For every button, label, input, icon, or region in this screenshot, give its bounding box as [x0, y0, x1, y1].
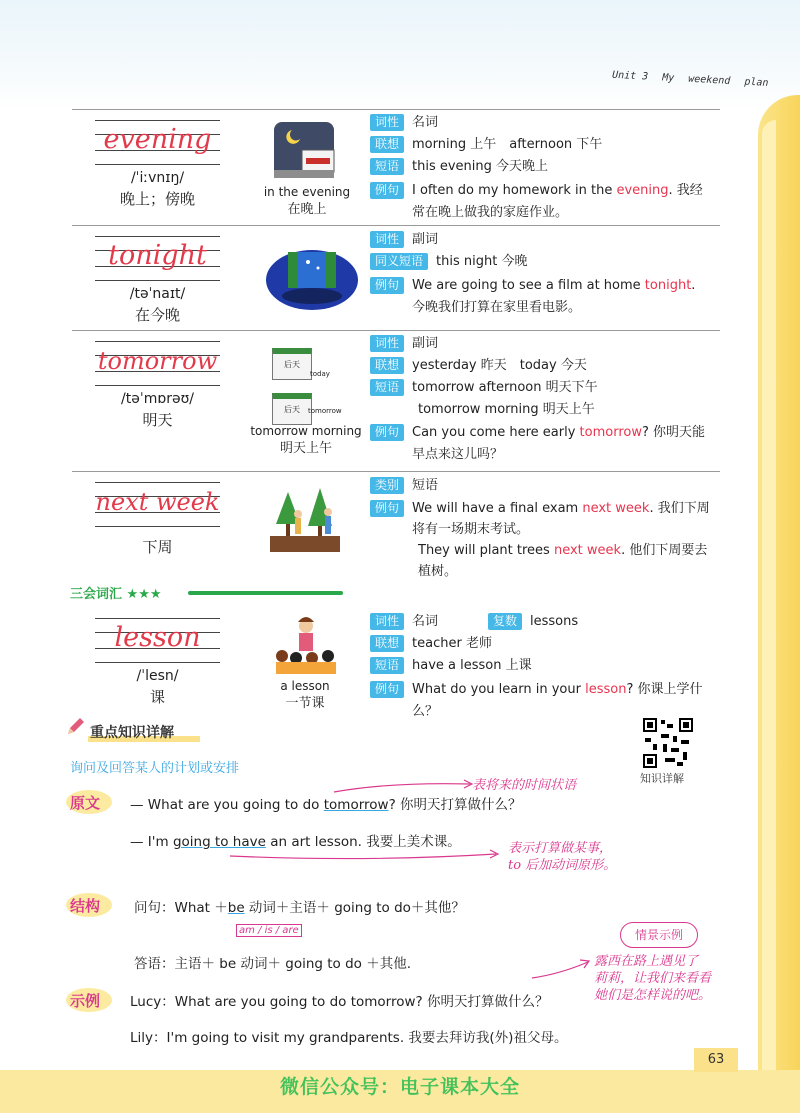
word-card-tomorrow	[95, 339, 220, 430]
annotation-arrow	[330, 776, 480, 796]
pencil-icon	[64, 716, 86, 738]
unit-title-word: weekend	[687, 73, 731, 87]
definition-row: 同义短语 this night 今晚	[370, 253, 736, 270]
unit-label: Unit 3	[611, 69, 649, 83]
definition-row: 词性 名词	[370, 114, 712, 131]
tag-part-of-speech: 词性	[370, 335, 404, 352]
tag-association: 联想	[370, 136, 404, 153]
phonetic: /ˈiːvnɪŋ/	[130, 170, 185, 186]
calendar-icon: 后天	[272, 393, 312, 425]
page-edge-decoration-inner	[762, 120, 776, 1113]
structure-question: 问句：What ＋be 动词＋主语＋ going to do＋其他？	[134, 900, 465, 916]
qr-label: 知识详解	[640, 772, 684, 785]
phonetic: /ˈlesn/	[136, 668, 179, 684]
definition-row: tomorrow morning 明天上午	[418, 402, 595, 417]
tag-part-of-speech: 词性	[370, 114, 404, 131]
unit-title-word: My	[661, 72, 675, 84]
definition-row: 类别 短语	[370, 477, 712, 494]
tag-plural: 复数	[488, 613, 522, 630]
calendar-icon: 后天	[272, 348, 312, 380]
example-lily: Lily：I'm going to visit my grandparents. 我要去拜访我(外)祖父母。	[130, 1030, 568, 1046]
word-meaning: 课	[149, 688, 165, 706]
definition-row: 联想 yesterday 昨天 today 今天	[370, 357, 712, 374]
tag-phrase: 短语	[370, 379, 404, 396]
page-number: 63	[694, 1048, 738, 1072]
annotation-arrow	[530, 956, 594, 982]
definition-row: 短语 this evening 今天晚上	[370, 158, 712, 175]
annotation-arrow	[226, 848, 506, 864]
word-card-tonight	[95, 234, 220, 325]
word-meaning: 下周	[142, 538, 173, 556]
row-divider	[72, 330, 720, 331]
label-example: 示例	[70, 992, 101, 1010]
knowledge-title: 重点知识详解	[90, 725, 174, 741]
tag-association: 联想	[370, 635, 404, 652]
be-verb-options: am / is / are	[236, 922, 302, 937]
word-text: tonight	[108, 240, 207, 271]
note-plan: 表示打算做某事， to 后加动词原形。	[508, 841, 617, 873]
note-story: 露西在路上遇见了 莉莉，让我们来看看 她们是怎样说的吧。	[594, 954, 712, 1003]
definition-row: 联想 teacher 老师	[370, 635, 712, 652]
row-divider	[72, 471, 720, 472]
row-divider	[72, 109, 720, 110]
label-original: 原文	[70, 794, 101, 812]
word-card-lesson	[95, 616, 220, 707]
phonetic: /təˈnaɪt/	[129, 286, 186, 302]
picture-caption: tomorrow morning 明天上午	[250, 424, 362, 456]
phonetic: /təˈmɒrəʊ/	[121, 391, 194, 407]
structure-answer: 答语：主语＋ be 动词＋ going to do ＋其他.	[134, 956, 412, 972]
knowledge-subtitle: 询问及回答某人的计划或安排	[70, 761, 240, 776]
calendar-caption: today	[310, 370, 330, 378]
word-meaning: 在今晚	[134, 306, 180, 324]
tag-association: 联想	[370, 357, 404, 374]
word-card-next-week	[95, 480, 220, 557]
definition-row: 例句 Can you come here early tomorrow? 你明天能早点来这儿吗？	[370, 422, 712, 466]
word-text: next week	[95, 488, 220, 516]
scene-example-bubble: 情景示例	[620, 922, 698, 948]
tag-synonym-phrase: 同义短语	[370, 253, 428, 270]
plant-trees-illustration	[268, 484, 358, 554]
word-text: lesson	[114, 622, 201, 653]
definition-row: 短语 have a lesson 上课	[370, 657, 712, 674]
definition-row: 短语 tomorrow afternoon 明天下午	[370, 379, 712, 396]
definition-row: 词性 名词 复数 lessons	[370, 613, 578, 630]
word-text: evening	[103, 124, 212, 155]
calendar-caption: tomorrow	[308, 407, 342, 415]
note-time-adverbial: 表将来的时间状语	[472, 778, 577, 793]
footer-watermark: 微信公众号：电子课本大全	[279, 1076, 520, 1098]
definition-row: 例句 We are going to see a film at home tonight. 今晚我们打算在家里看电影。	[370, 275, 712, 319]
definition-row: 例句 I often do my homework in the evening. 我经常在晚上做我的家庭作业。	[370, 180, 712, 224]
tag-phrase: 短语	[370, 657, 404, 674]
definition-row: 词性 副词	[370, 231, 712, 248]
definition-row: 词性 副词	[370, 335, 712, 352]
tonight-illustration	[262, 238, 360, 312]
definition-row: 例句 We will have a final exam next week. 我们下周将有一场期末考试。	[370, 498, 712, 540]
unit-title-word: plan	[744, 76, 769, 89]
tag-example: 例句	[370, 500, 404, 517]
definition-row: 例句 What do you learn in your lesson? 你课上学什么？	[370, 679, 712, 723]
tag-phrase: 短语	[370, 158, 404, 175]
section-heading: 三会词汇 ★★★	[70, 587, 162, 602]
definition-row: They will plant trees next week. 他们下周要去植树。	[418, 543, 708, 579]
example-lucy: Lucy：What are you going to do tomorrow? 你明天打算做什么？	[130, 994, 549, 1010]
tag-part-of-speech: 词性	[370, 231, 404, 248]
dialogue-answer: — I'm going to have an art lesson. 我要上美术课。	[130, 834, 461, 850]
tag-example: 例句	[370, 681, 404, 698]
evening-illustration	[272, 120, 362, 182]
picture-caption: a lesson 一节课	[280, 679, 330, 711]
definition-row: 联想 morning 上午 afternoon 下午	[370, 136, 712, 153]
dialogue-question: — What are you going to do tomorrow? 你明天打算做什么？	[130, 797, 522, 813]
tag-part-of-speech: 词性	[370, 613, 404, 630]
tag-example: 例句	[370, 182, 404, 199]
lesson-illustration	[272, 614, 342, 676]
picture-caption: in the evening 在晚上	[263, 185, 351, 217]
word-meaning: 明天	[142, 411, 173, 429]
tag-example: 例句	[370, 424, 404, 441]
page-top-background	[0, 0, 800, 110]
word-text: tomorrow	[97, 347, 218, 375]
word-card-evening	[95, 118, 220, 209]
label-structure: 结构	[70, 897, 101, 915]
section-underline	[188, 591, 343, 595]
word-meaning: 晚上；傍晚	[119, 190, 195, 208]
tag-example: 例句	[370, 277, 404, 294]
tag-category: 类别	[370, 477, 404, 494]
star-rating: ★★★	[126, 587, 162, 602]
qr-code-icon[interactable]	[641, 716, 695, 770]
row-divider	[72, 225, 720, 226]
